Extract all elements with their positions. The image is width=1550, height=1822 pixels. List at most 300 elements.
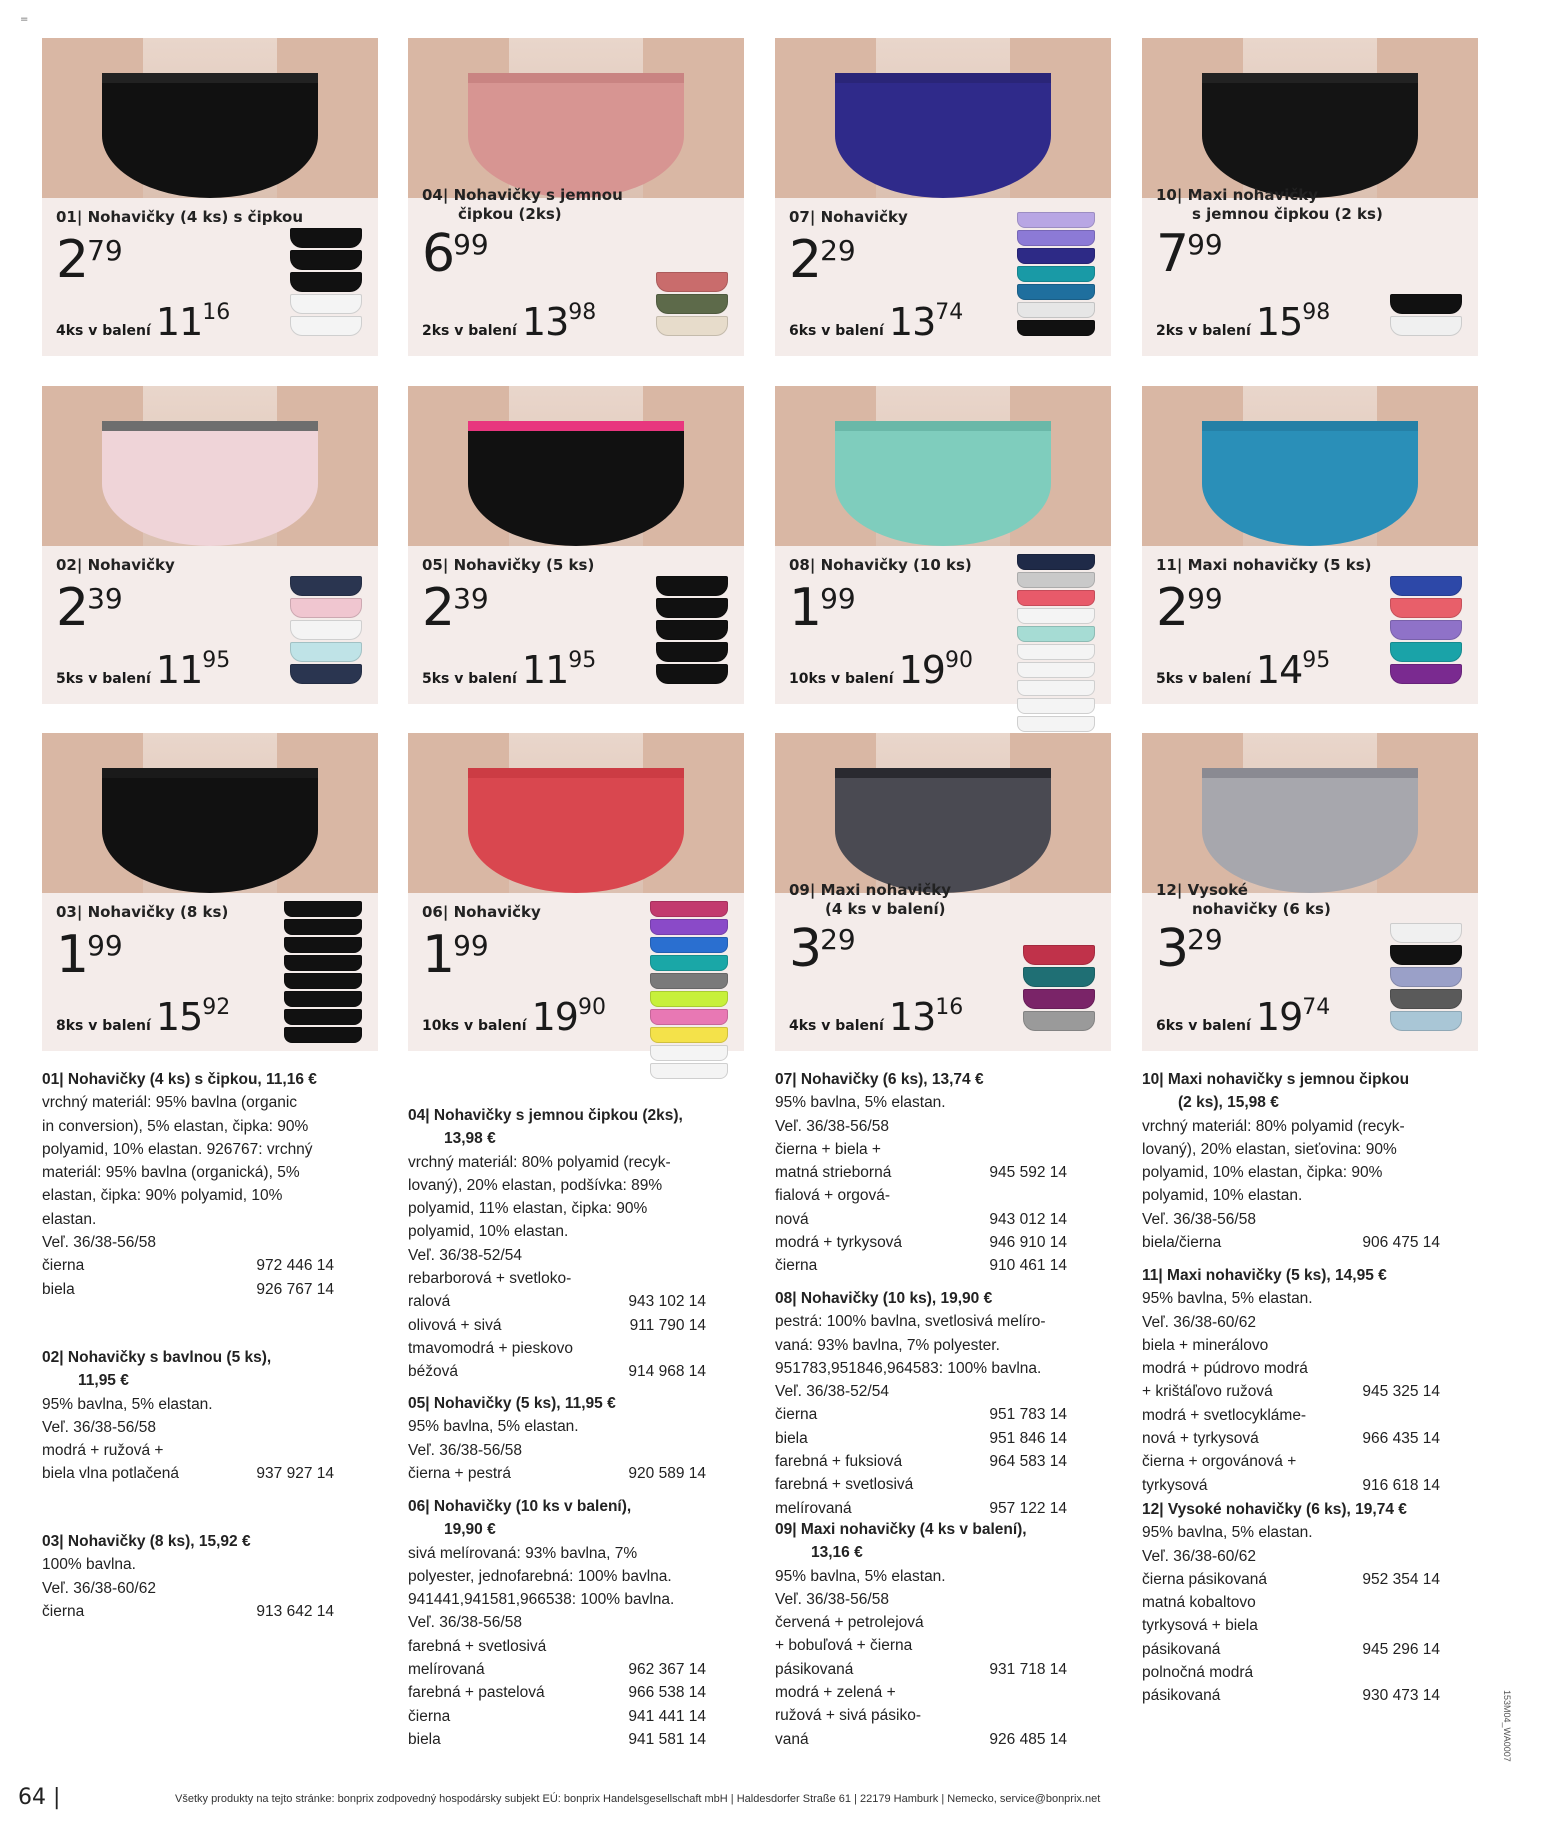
pack-price <box>422 300 596 344</box>
waistband <box>102 768 317 778</box>
waistband <box>102 421 317 431</box>
article-number: 926 485 14 <box>989 1730 1067 1748</box>
product-description <box>1142 1264 1478 1497</box>
variant-row <box>1142 1591 1478 1614</box>
description-heading: 10| Maxi nohavičky s jemnou čipkou <box>1142 1071 1410 1088</box>
product-pack-image <box>1390 294 1462 336</box>
product-number: 09 <box>789 881 810 899</box>
pack-price <box>56 995 230 1039</box>
price-integer: 3 <box>1156 919 1188 979</box>
price-integer: 3 <box>789 919 821 979</box>
product-card[interactable] <box>1142 733 1478 1051</box>
pack-piece <box>1390 642 1462 662</box>
pack-integer: 15 <box>1255 300 1303 344</box>
variant-color: béžová <box>408 1363 458 1381</box>
price-integer: 7 <box>1156 224 1188 284</box>
pack-label: 6ks v balení <box>789 323 884 339</box>
article-number: 930 473 14 <box>1362 1687 1440 1705</box>
product-number: 07 <box>789 208 810 226</box>
size-range: Veľ. 36/38-60/62 <box>1142 1547 1256 1565</box>
price-cents: 79 <box>87 234 123 267</box>
variant-color: + bobuľová + čierna <box>775 1637 913 1655</box>
description-heading: 05| Nohavičky (5 ks), 11,95 € <box>408 1395 616 1412</box>
pack-piece <box>284 1009 362 1025</box>
pack-piece <box>284 1027 362 1043</box>
heading-text: 19,90 € <box>444 1521 496 1539</box>
pack-integer: 13 <box>521 300 569 344</box>
heading-text: Nohavičky (5 ks), 11,95 € <box>433 1395 616 1412</box>
article-number: 946 910 14 <box>989 1234 1067 1252</box>
product-number: 04 <box>422 186 443 204</box>
variant-color: čierna + orgovánová + <box>1142 1453 1297 1471</box>
corner-mark: = <box>20 14 29 25</box>
variant-color: tyrkysová + biela <box>1142 1617 1258 1635</box>
price-cents: 99 <box>453 228 489 261</box>
product-description <box>408 1392 744 1485</box>
pack-price <box>789 995 963 1039</box>
article-number: 952 354 14 <box>1362 1570 1440 1588</box>
price-cents: 39 <box>87 582 123 615</box>
variant-row <box>775 1161 1105 1184</box>
pack-cents: 74 <box>935 300 964 325</box>
product-pack-image <box>1390 923 1462 1031</box>
unit-price <box>789 919 856 979</box>
variant-color: melírovaná <box>408 1661 485 1679</box>
product-card[interactable] <box>408 386 744 704</box>
title-line: Nohavičky <box>87 556 175 574</box>
material-line: 95% bavlna, 5% elastan. <box>42 1395 213 1413</box>
description-number: 06 <box>408 1498 426 1515</box>
variant-color: matná strieborná <box>775 1164 892 1182</box>
unit-price <box>422 925 489 985</box>
material-line: vrchný materiál: 95% bavlna (organic <box>42 1094 298 1112</box>
variant-row <box>775 1450 1105 1473</box>
variant-color: fialová + orgová- <box>775 1187 891 1205</box>
waistband <box>1202 421 1417 431</box>
product-number: 11 <box>1156 556 1177 574</box>
material-line: lovaný), 20% elastan, podšívka: 89% <box>408 1176 663 1194</box>
pack-piece <box>290 598 362 618</box>
variant-color: polnočná modrá <box>1142 1664 1254 1682</box>
title-line: Nohavičky (10 ks) <box>820 556 972 574</box>
product-number: 12 <box>1156 881 1177 899</box>
variant-row <box>408 1360 744 1383</box>
pack-piece <box>1017 590 1095 606</box>
size-range: Veľ. 36/38-60/62 <box>1142 1313 1256 1331</box>
variant-color: pásikovaná <box>775 1660 854 1678</box>
product-title: 03| Nohavičky (8 ks) <box>56 903 229 921</box>
pack-label: 4ks v balení <box>56 323 151 339</box>
unit-price <box>1156 578 1223 638</box>
product-card[interactable] <box>42 733 378 1051</box>
article-number: 966 435 14 <box>1362 1430 1440 1448</box>
variant-color: čierna <box>775 1257 818 1275</box>
pack-piece <box>284 973 362 989</box>
heading-text: 13,98 € <box>444 1130 496 1148</box>
description-heading: 01| Nohavičky (4 ks) s čipkou, 11,16 € <box>42 1071 317 1088</box>
variant-row <box>408 1635 744 1658</box>
variant-row <box>1142 1380 1478 1403</box>
pack-price <box>1156 300 1330 344</box>
pack-price <box>789 648 973 692</box>
garment-shape <box>102 768 317 893</box>
price-integer: 6 <box>422 224 454 284</box>
variant-color: tmavomodrá + pieskovo <box>408 1339 573 1357</box>
pack-label: 8ks v balení <box>56 1018 151 1034</box>
pack-piece <box>656 576 728 596</box>
price-cents: 99 <box>820 582 856 615</box>
product-title: 02| Nohavičky <box>56 556 175 574</box>
product-description <box>42 1346 372 1486</box>
pack-label: 5ks v balení <box>422 671 517 687</box>
pack-piece <box>1390 316 1462 336</box>
size-range: Veľ. 36/38-56/58 <box>775 1590 889 1608</box>
price-cents: 99 <box>1187 228 1223 261</box>
article-number: 941 581 14 <box>628 1730 706 1748</box>
description-number: 11 <box>1142 1267 1159 1284</box>
waistband <box>835 421 1050 431</box>
product-photo <box>408 733 744 893</box>
description-heading <box>42 1369 372 1392</box>
size-range: Veľ. 36/38-56/58 <box>408 1614 522 1632</box>
description-number: 09 <box>775 1521 793 1538</box>
product-number: 02 <box>56 556 77 574</box>
product-pack-image <box>1023 945 1095 1031</box>
product-description <box>42 1530 372 1623</box>
waistband <box>835 768 1050 778</box>
variant-color: ralová <box>408 1293 451 1311</box>
variant-color: rebarborová + svetloko- <box>408 1270 572 1288</box>
pack-price <box>56 300 230 344</box>
unit-price <box>1156 919 1223 979</box>
pack-piece <box>290 250 362 270</box>
variant-color: vaná <box>775 1730 809 1748</box>
product-photo <box>775 733 1111 893</box>
variant-color: matná kobaltovo <box>1142 1594 1256 1612</box>
product-pack-image <box>290 228 362 336</box>
pack-label: 10ks v balení <box>789 671 894 687</box>
product-card[interactable] <box>775 38 1111 356</box>
pack-piece <box>1017 698 1095 714</box>
product-photo <box>42 38 378 198</box>
heading-text: Nohavičky (6 ks), 13,74 € <box>800 1071 984 1088</box>
product-card[interactable] <box>1142 386 1478 704</box>
price-integer: 2 <box>56 578 88 638</box>
material-line: 95% bavlna, 5% elastan. <box>1142 1290 1313 1308</box>
product-card[interactable] <box>42 38 378 356</box>
variant-row <box>775 1634 1105 1657</box>
title-line: s jemnou čipkou (2 ks) <box>1192 205 1383 223</box>
product-pack-image <box>656 272 728 336</box>
size-range: Veľ. 36/38-56/58 <box>1142 1210 1256 1228</box>
pack-piece <box>290 576 362 596</box>
pack-piece <box>1023 945 1095 965</box>
article-number: 914 968 14 <box>628 1363 706 1381</box>
variant-row <box>408 1337 744 1360</box>
pack-piece <box>1390 294 1462 314</box>
page-number: 64 | <box>18 1785 61 1810</box>
material-line: sivá melírovaná: 93% bavlna, 7% <box>408 1544 638 1562</box>
variant-color: biela + minerálovo <box>1142 1336 1269 1354</box>
variant-row <box>1142 1568 1478 1591</box>
pack-piece <box>1390 598 1462 618</box>
article-number: 913 642 14 <box>256 1602 334 1620</box>
variant-color: olivová + sivá <box>408 1316 502 1334</box>
garment-shape <box>468 768 683 893</box>
size-range: Veľ. 36/38-56/58 <box>408 1441 522 1459</box>
article-number: 911 790 14 <box>629 1316 706 1334</box>
variant-color: čierna <box>408 1707 451 1725</box>
garment-shape <box>102 421 317 546</box>
material-line: vrchný materiál: 80% polyamid (recyk- <box>408 1153 671 1171</box>
variant-color: pásikovaná <box>1142 1687 1221 1705</box>
catalog-code: 153M04_WA0007 <box>1502 1690 1512 1762</box>
product-description <box>775 1287 1105 1520</box>
price-integer: 2 <box>422 578 454 638</box>
material-line: 95% bavlna, 5% elastan. <box>408 1418 579 1436</box>
material-line: polyester, jednofarebná: 100% bavlna. <box>408 1567 672 1585</box>
unit-price <box>1156 224 1223 284</box>
variant-row <box>775 1704 1105 1727</box>
article-number: 931 718 14 <box>989 1660 1067 1678</box>
product-photo <box>42 386 378 546</box>
variant-row <box>408 1728 744 1751</box>
description-number: 03 <box>42 1533 60 1550</box>
article-number: 910 461 14 <box>989 1257 1067 1275</box>
material-line: polyamid, 10% elastan, čipka: 90% <box>1142 1164 1383 1182</box>
heading-text: 13,16 € <box>811 1544 863 1562</box>
pack-piece <box>1017 302 1095 318</box>
price-integer: 1 <box>789 578 821 638</box>
variant-color: čierna <box>42 1257 85 1275</box>
variant-color: pásikovaná <box>1142 1640 1221 1658</box>
variant-row <box>775 1497 1105 1520</box>
size-range: Veľ. 36/38-60/62 <box>42 1579 156 1597</box>
description-number: 08 <box>775 1290 793 1307</box>
variant-row <box>775 1473 1105 1496</box>
pack-piece <box>1017 554 1095 570</box>
description-heading <box>775 1541 1105 1564</box>
size-range: Veľ. 36/38-52/54 <box>408 1246 522 1264</box>
title-line: Nohavičky (8 ks) <box>87 903 229 921</box>
variant-color: biela <box>408 1730 441 1748</box>
pack-price <box>1156 995 1330 1039</box>
description-heading: 09| Maxi nohavičky (4 ks v balení), <box>775 1521 1027 1538</box>
variant-row <box>775 1611 1105 1634</box>
variant-row <box>1142 1450 1478 1473</box>
unit-price <box>56 925 123 985</box>
waistband <box>468 73 683 83</box>
pack-piece <box>656 272 728 292</box>
description-heading <box>408 1518 744 1541</box>
pack-integer: 19 <box>1255 995 1303 1039</box>
description-number: 04 <box>408 1107 426 1124</box>
description-heading: 04| Nohavičky s jemnou čipkou (2ks), <box>408 1107 683 1124</box>
product-photo <box>42 733 378 893</box>
description-heading: 02| Nohavičky s bavlnou (5 ks), <box>42 1349 272 1366</box>
title-line: Nohavičky (4 ks) s čipkou <box>87 208 303 226</box>
article-number: 972 446 14 <box>256 1257 334 1275</box>
waistband <box>468 768 683 778</box>
pack-piece <box>1017 230 1095 246</box>
variant-row <box>42 1600 372 1623</box>
garment-shape <box>835 768 1050 893</box>
variant-row <box>775 1427 1105 1450</box>
product-pack-image <box>1017 212 1095 336</box>
pack-piece <box>656 642 728 662</box>
material-line: elastan. <box>42 1210 97 1228</box>
description-heading <box>1142 1091 1478 1114</box>
unit-price <box>56 230 123 290</box>
pack-piece <box>656 316 728 336</box>
garment-shape <box>835 421 1050 546</box>
variant-color: farebná + svetlosivá <box>775 1476 914 1494</box>
product-photo <box>408 386 744 546</box>
product-card[interactable] <box>42 386 378 704</box>
pack-piece <box>650 955 728 971</box>
pack-piece <box>290 316 362 336</box>
variant-row <box>42 1462 372 1485</box>
pack-piece <box>1017 716 1095 732</box>
material-line: polyamid, 11% elastan, čipka: 90% <box>408 1200 648 1218</box>
variant-color: čierna + biela + <box>775 1140 881 1158</box>
pack-price <box>56 648 230 692</box>
product-pack-image <box>1390 576 1462 684</box>
pack-cents: 90 <box>577 995 606 1020</box>
pack-integer: 19 <box>898 648 945 692</box>
variant-color: farebná + pastelová <box>408 1684 545 1702</box>
price-cents: 99 <box>453 929 489 962</box>
pack-piece <box>1390 967 1462 987</box>
product-description <box>775 1068 1105 1278</box>
material-line: pestrá: 100% bavlna, svetlosivá melíro- <box>775 1313 1046 1331</box>
pack-piece <box>290 620 362 640</box>
pack-piece <box>1017 320 1095 336</box>
product-description <box>408 1104 744 1384</box>
variant-color: modrá + zelená + <box>775 1684 896 1702</box>
product-card[interactable] <box>1142 38 1478 356</box>
pack-integer: 19 <box>531 995 578 1039</box>
article-number: 906 475 14 <box>1362 1234 1440 1252</box>
variant-color: melírovaná <box>775 1499 852 1517</box>
product-title: 06| Nohavičky <box>422 903 541 921</box>
description-heading: 07| Nohavičky (6 ks), 13,74 € <box>775 1071 984 1088</box>
material-line: polyamid, 10% elastan. 926767: vrchný <box>42 1140 313 1158</box>
pack-cents: 95 <box>202 648 231 673</box>
pack-cents: 16 <box>202 300 231 325</box>
product-title: 08| Nohavičky (10 ks) <box>789 556 972 574</box>
product-card[interactable] <box>775 386 1111 704</box>
variant-row <box>1142 1404 1478 1427</box>
product-pack-image <box>1017 554 1095 732</box>
variant-row <box>1142 1614 1478 1637</box>
article-number: 951 783 14 <box>989 1406 1067 1424</box>
title-line: Nohavičky <box>453 903 541 921</box>
pack-integer: 11 <box>155 648 203 692</box>
description-heading: 11| Maxi nohavičky (5 ks), 14,95 € <box>1142 1267 1387 1284</box>
variant-row <box>775 1658 1105 1681</box>
pack-piece <box>650 1063 728 1079</box>
price-cents: 29 <box>1187 923 1223 956</box>
article-number: 920 589 14 <box>628 1464 706 1482</box>
pack-piece <box>650 937 728 953</box>
variant-row <box>775 1403 1105 1426</box>
pack-piece <box>1023 989 1095 1009</box>
product-title: 07| Nohavičky <box>789 208 908 226</box>
heading-text: Nohavičky (4 ks) s čipkou, 11,16 € <box>67 1071 317 1088</box>
pack-piece <box>1390 576 1462 596</box>
pack-piece <box>284 991 362 1007</box>
pack-price <box>789 300 963 344</box>
price-cents: 29 <box>820 923 856 956</box>
material-line: 100% bavlna. <box>42 1556 136 1574</box>
waistband <box>1202 73 1417 83</box>
title-line: Maxi nohavičky (5 ks) <box>1187 556 1372 574</box>
garment-shape <box>835 73 1050 198</box>
price-integer: 1 <box>56 925 88 985</box>
pack-price <box>1156 648 1330 692</box>
title-line: nohavičky (6 ks) <box>1192 900 1331 918</box>
product-photo <box>1142 38 1478 198</box>
variant-color: + krištáľovo ružová <box>1142 1383 1273 1401</box>
product-description <box>1142 1068 1478 1254</box>
product-pack-image <box>290 576 362 684</box>
garment-shape <box>102 73 317 198</box>
price-cents: 29 <box>820 234 856 267</box>
pack-integer: 15 <box>155 995 203 1039</box>
unit-price <box>422 578 489 638</box>
price-integer: 1 <box>422 925 454 985</box>
pack-piece <box>1017 212 1095 228</box>
material-line: 95% bavlna, 5% elastan. <box>775 1567 946 1585</box>
variant-row <box>1142 1661 1478 1684</box>
garment-shape <box>1202 73 1417 198</box>
material-line: materiál: 95% bavlna (organická), 5% <box>42 1164 300 1182</box>
product-card[interactable] <box>408 38 744 356</box>
product-title: 04| Nohavičky s jemnou čipkou (2ks) <box>422 186 623 223</box>
product-card[interactable] <box>408 733 744 1051</box>
pack-price <box>422 995 606 1039</box>
pack-piece <box>650 973 728 989</box>
pack-piece <box>290 294 362 314</box>
product-title: 05| Nohavičky (5 ks) <box>422 556 595 574</box>
pack-piece <box>656 664 728 684</box>
variant-row <box>408 1658 744 1681</box>
variant-color: čierna <box>775 1406 818 1424</box>
pack-piece <box>656 598 728 618</box>
variant-row <box>1142 1684 1478 1707</box>
pack-integer: 11 <box>521 648 569 692</box>
pack-label: 6ks v balení <box>1156 1018 1251 1034</box>
product-number: 08 <box>789 556 810 574</box>
product-card[interactable] <box>775 733 1111 1051</box>
pack-label: 10ks v balení <box>422 1018 527 1034</box>
product-number: 03 <box>56 903 77 921</box>
material-line: lovaný), 20% elastan, sieťovina: 90% <box>1142 1140 1397 1158</box>
pack-cents: 98 <box>568 300 597 325</box>
pack-piece <box>1017 626 1095 642</box>
pack-piece <box>1017 248 1095 264</box>
variant-row <box>775 1254 1105 1277</box>
description-number: 02 <box>42 1349 60 1366</box>
pack-piece <box>650 901 728 917</box>
price-cents: 99 <box>87 929 123 962</box>
pack-cents: 90 <box>944 648 973 673</box>
heading-text: Maxi nohavičky (5 ks), 14,95 € <box>1167 1267 1387 1284</box>
article-number: 945 325 14 <box>1362 1383 1440 1401</box>
pack-piece <box>1390 664 1462 684</box>
variant-color: modrá + svetlocykláme- <box>1142 1406 1307 1424</box>
